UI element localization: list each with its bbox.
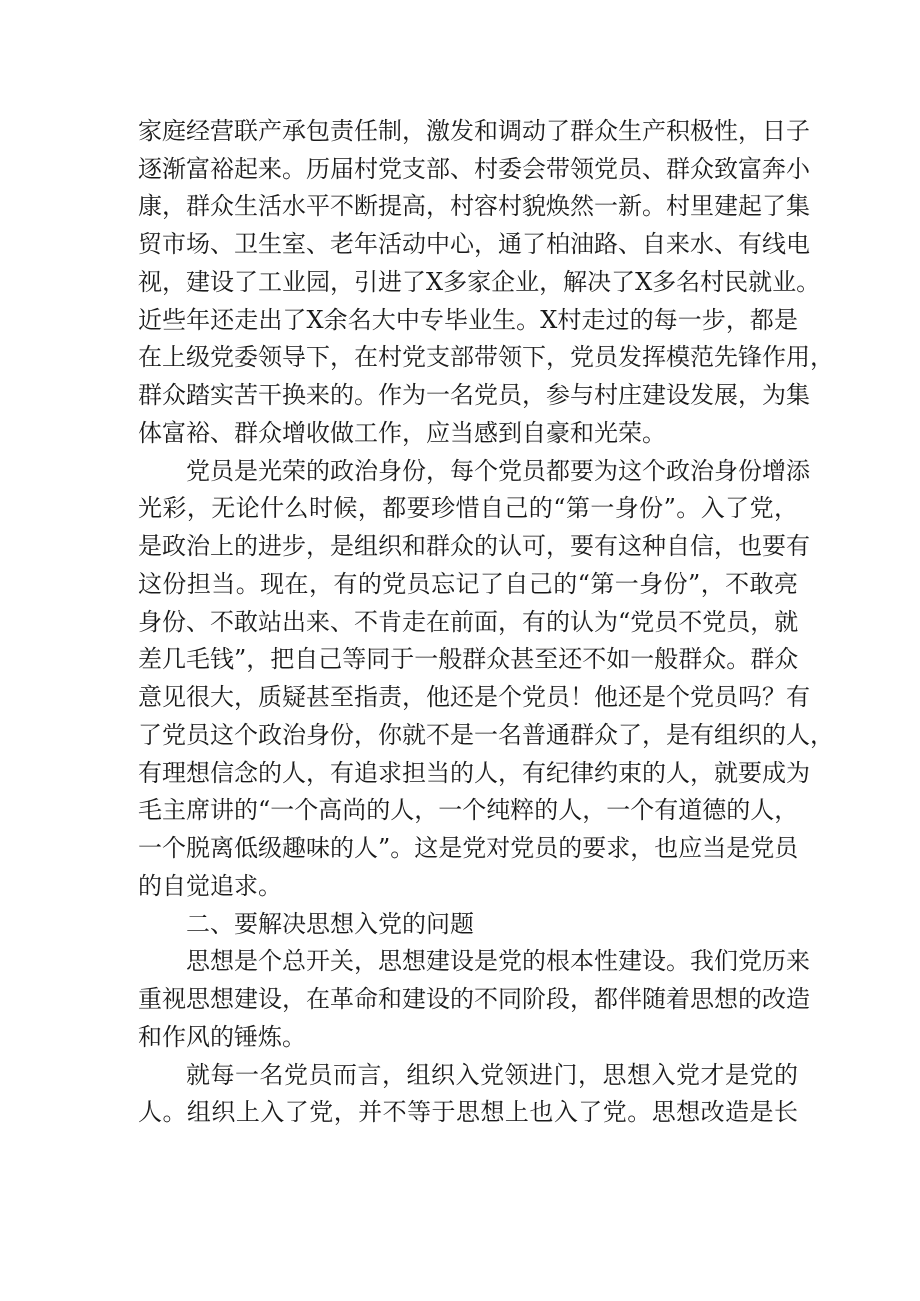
text-line: 一个脱离低级趣味的人”。这是党对党员的要求，也应当是党员 bbox=[138, 834, 799, 862]
text-line: 意见很大，质疑甚至指责，他还是个党员！他还是个党员吗？有 bbox=[138, 683, 810, 711]
text-line: 近些年还走出了X余名大中专毕业生。X村走过的每一步，都是 bbox=[138, 306, 798, 334]
text-line: 了党员这个政治身份，你就不是一名普通群众了，是有组织的人， bbox=[138, 721, 834, 749]
section-heading: 二、要解决思想入党的问题 bbox=[186, 910, 474, 938]
text-line: 贸市场、卫生室、老年活动中心，通了柏油路、自来水、有线电 bbox=[138, 230, 810, 258]
text-line: 的自觉追求。 bbox=[138, 872, 282, 900]
text-line: 家庭经营联产承包责任制，激发和调动了群众生产积极性，日子 bbox=[138, 117, 810, 145]
paragraph-first-line: 思想是个总开关，思想建设是党的根本性建设。我们党历来 bbox=[186, 947, 810, 975]
text-line: 人。组织上入了党，并不等于思想上也入了党。思想改造是长 bbox=[138, 1098, 798, 1126]
text-line: 差几毛钱”，把自己等同于一般群众甚至还不如一般群众。群众 bbox=[138, 645, 799, 673]
text-line: 和作风的锤炼。 bbox=[138, 1023, 306, 1051]
text-line: 视，建设了工业园，引进了X多家企业，解决了X多名村民就业。 bbox=[138, 268, 821, 296]
paragraph-first-line: 党员是光荣的政治身份，每个党员都要为这个政治身份增添 bbox=[186, 457, 810, 485]
text-line: 在上级党委领导下，在村党支部带领下，党员发挥模范先锋作用， bbox=[138, 343, 834, 371]
text-line: 是政治上的进步，是组织和群众的认可，要有这种自信，也要有 bbox=[138, 532, 810, 560]
text-line: 这份担当。现在，有的党员忘记了自己的“第一身份”，不敢亮 bbox=[138, 570, 798, 598]
text-line: 重视思想建设，在革命和建设的不同阶段，都伴随着思想的改造 bbox=[138, 985, 810, 1013]
paragraph-first-line: 就每一名党员而言，组织入党领进门，思想入党才是党的 bbox=[186, 1061, 798, 1089]
text-line: 身份、不敢站出来、不肯走在前面，有的认为“党员不党员，就 bbox=[138, 608, 799, 636]
text-line: 体富裕、群众增收做工作，应当感到自豪和光荣。 bbox=[138, 419, 666, 447]
text-line: 光彩，无论什么时候，都要珍惜自己的“第一身份”。入了党， bbox=[138, 494, 798, 522]
text-line: 康，群众生活水平不断提高，村容村貌焕然一新。村里建起了集 bbox=[138, 192, 810, 220]
text-line: 毛主席讲的“一个高尚的人，一个纯粹的人，一个有道德的人， bbox=[138, 796, 799, 824]
text-line: 群众踏实苦干换来的。作为一名党员，参与村庄建设发展，为集 bbox=[138, 381, 810, 409]
text-line: 有理想信念的人，有追求担当的人，有纪律约束的人，就要成为 bbox=[138, 759, 810, 787]
text-line: 逐渐富裕起来。历届村党支部、村委会带领党员、群众致富奔小 bbox=[138, 155, 810, 183]
